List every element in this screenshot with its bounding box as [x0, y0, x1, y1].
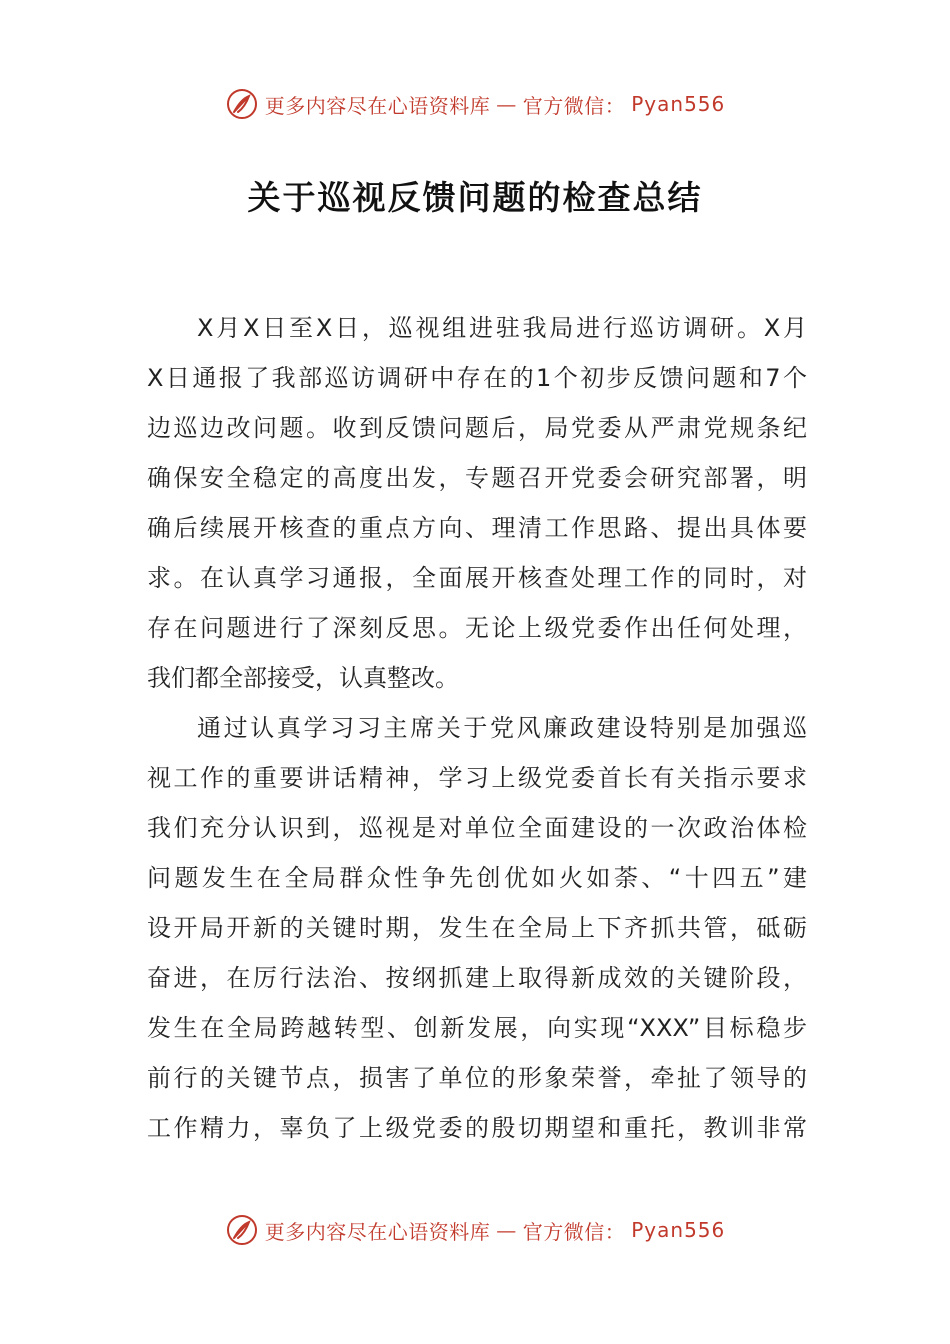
paragraph-line: 工作精力，辜负了上级党委的殷切期望和重托，教训非常 [147, 1114, 807, 1142]
quill-logo-icon [225, 1213, 259, 1247]
paragraph-2 [147, 703, 807, 1153]
banner-wechat-id: Pyan556 [631, 1218, 726, 1242]
paragraph-line: 问题发生在全局群众性争先创优如火如荼、“十四五”建 [147, 864, 807, 892]
paragraph-line: 视工作的重要讲话精神，学习上级党委首长有关指示要求 [147, 764, 807, 792]
banner-dash: — [496, 1218, 517, 1242]
banner-label: 官方微信： [522, 93, 626, 118]
paragraph-line: 我们充分认识到，巡视是对单位全面建设的一次政治体检 [147, 814, 807, 842]
banner-label: 官方微信： [522, 1219, 626, 1244]
paragraph-line: 求。在认真学习通报，全面展开核查处理工作的同时，对 [147, 564, 807, 592]
paragraph-line: 确保安全稳定的高度出发，专题召开党委会研究部署，明 [147, 464, 807, 492]
paragraph-line: 设开局开新的关键时期，发生在全局上下齐抓共管，砥砺 [147, 914, 807, 942]
paragraph-1 [147, 303, 807, 703]
paragraph-line: X月X日至X日，巡视组进驻我局进行巡访调研。X月 [197, 314, 807, 342]
banner-wechat-id: Pyan556 [631, 92, 726, 116]
banner-dash: — [496, 92, 517, 116]
banner-text: 更多内容尽在心语资料库 [264, 1219, 491, 1244]
footer-banner [0, 1210, 950, 1250]
paragraph-line: X日通报了我部巡访调研中存在的1个初步反馈问题和7个 [147, 364, 807, 392]
paragraph-line: 前行的关键节点，损害了单位的形象荣誉，牵扯了领导的 [147, 1064, 807, 1092]
header-banner [0, 84, 950, 124]
paragraph-line: 奋进，在厉行法治、按纲抓建上取得新成效的关键阶段， [147, 964, 807, 992]
quill-logo-icon [225, 87, 259, 121]
paragraph-line: 发生在全局跨越转型、创新发展，向实现“XXX”目标稳步 [147, 1014, 807, 1042]
document-title: 关于巡视反馈问题的检查总结 [247, 178, 703, 217]
paragraph-line: 边巡边改问题。收到反馈问题后，局党委从严肃党规条纪 [147, 414, 807, 442]
banner-text: 更多内容尽在心语资料库 [264, 93, 491, 118]
paragraph-line: 存在问题进行了深刻反思。无论上级党委作出任何处理， [147, 614, 807, 642]
paragraph-line: 我们都全部接受，认真整改。 [147, 664, 459, 692]
paragraph-line: 通过认真学习习主席关于党风廉政建设特别是加强巡 [197, 714, 807, 742]
document-body [147, 303, 807, 1153]
paragraph-line: 确后续展开核查的重点方向、理清工作思路、提出具体要 [147, 514, 807, 542]
